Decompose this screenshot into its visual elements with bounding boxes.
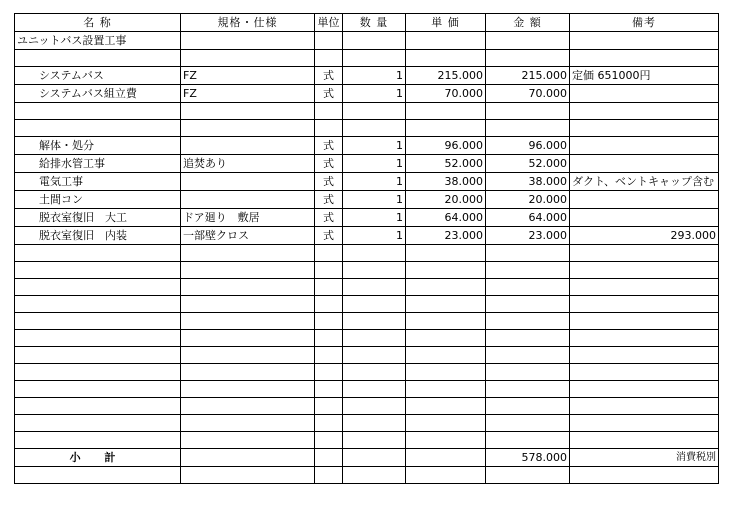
- cell-name: ユニットバス設置工事: [15, 32, 181, 50]
- cell-qty: [343, 313, 406, 330]
- cell-spec: FZ: [181, 67, 315, 85]
- table-row: [15, 137, 719, 155]
- cell-unit: 式: [315, 67, 343, 85]
- cell-note: [570, 381, 719, 398]
- cell-price: 215.000: [406, 67, 486, 85]
- cell-unit: 式: [315, 155, 343, 173]
- cell-note: [570, 262, 719, 279]
- cell-unit: [315, 245, 343, 262]
- cell-price: [406, 245, 486, 262]
- cell-note: [570, 137, 719, 155]
- cell-qty: 1: [343, 155, 406, 173]
- cell-amount: 52.000: [486, 155, 570, 173]
- cell-unit: [315, 262, 343, 279]
- table-row: [15, 50, 719, 67]
- cell-note: [570, 432, 719, 449]
- cell-spec: 一部壁クロス: [181, 227, 315, 245]
- empty-cell: [15, 467, 181, 484]
- cell-qty: [343, 262, 406, 279]
- cell-qty: [343, 50, 406, 67]
- cell-note: [570, 191, 719, 209]
- cell-price: [406, 415, 486, 432]
- cell-amount: [486, 279, 570, 296]
- table-row: [15, 245, 719, 262]
- cell-spec: ドア廻り 敷居: [181, 209, 315, 227]
- table-row: [15, 296, 719, 313]
- cell-qty: [343, 296, 406, 313]
- cell-unit: [315, 120, 343, 137]
- cell-price: 52.000: [406, 155, 486, 173]
- cell-spec: [181, 398, 315, 415]
- cell-spec: [181, 381, 315, 398]
- cell-name: [15, 347, 181, 364]
- cell-spec: [181, 137, 315, 155]
- cell-unit: [315, 381, 343, 398]
- cell-amount: 70.000: [486, 85, 570, 103]
- cell-spec: FZ: [181, 85, 315, 103]
- cell-spec: [181, 347, 315, 364]
- cell-spec: [181, 191, 315, 209]
- subtotal-label: 小 計: [15, 449, 181, 467]
- empty-cell: [486, 467, 570, 484]
- cell-name: [15, 103, 181, 120]
- cell-price: [406, 398, 486, 415]
- cell-name: [15, 381, 181, 398]
- table-row: [15, 415, 719, 432]
- cell-spec: [181, 432, 315, 449]
- cell-note: [570, 85, 719, 103]
- cell-unit: [315, 313, 343, 330]
- cell-qty: [343, 330, 406, 347]
- cell-price: [406, 262, 486, 279]
- subtotal-price: [406, 449, 486, 467]
- cell-qty: [343, 432, 406, 449]
- cell-name: [15, 279, 181, 296]
- cell-price: [406, 32, 486, 50]
- cell-unit: [315, 415, 343, 432]
- cell-name: [15, 262, 181, 279]
- cell-unit: [315, 330, 343, 347]
- cell-qty: [343, 398, 406, 415]
- cell-name: [15, 245, 181, 262]
- cell-price: [406, 103, 486, 120]
- cell-spec: [181, 415, 315, 432]
- cell-note: [570, 364, 719, 381]
- cell-amount: [486, 120, 570, 137]
- cell-amount: 23.000: [486, 227, 570, 245]
- cell-note: [570, 296, 719, 313]
- cell-name: [15, 120, 181, 137]
- cell-name: 電気工事: [15, 173, 181, 191]
- table-row: [15, 467, 719, 484]
- cell-amount: [486, 398, 570, 415]
- cell-qty: [343, 381, 406, 398]
- table-row: [15, 227, 719, 245]
- cell-unit: 式: [315, 209, 343, 227]
- header-unit: 単位: [315, 14, 343, 32]
- cell-unit: [315, 364, 343, 381]
- cell-qty: 1: [343, 173, 406, 191]
- subtotal-amount: 578.000: [486, 449, 570, 467]
- cell-spec: [181, 245, 315, 262]
- cell-amount: 20.000: [486, 191, 570, 209]
- cell-amount: [486, 347, 570, 364]
- cell-price: [406, 364, 486, 381]
- cell-price: 38.000: [406, 173, 486, 191]
- cell-note: [570, 155, 719, 173]
- cell-unit: [315, 103, 343, 120]
- cell-note: [570, 398, 719, 415]
- cell-note: [570, 120, 719, 137]
- cell-unit: [315, 432, 343, 449]
- cell-note: [570, 279, 719, 296]
- cell-price: [406, 279, 486, 296]
- cell-qty: 1: [343, 137, 406, 155]
- cell-note: 定価 651000円: [570, 67, 719, 85]
- cell-amount: [486, 381, 570, 398]
- cell-price: 23.000: [406, 227, 486, 245]
- subtotal-spec: [181, 449, 315, 467]
- table-row: [15, 330, 719, 347]
- cell-spec: 追焚あり: [181, 155, 315, 173]
- cell-qty: [343, 347, 406, 364]
- cell-qty: [343, 120, 406, 137]
- cell-name: 脱衣室復旧 内装: [15, 227, 181, 245]
- subtotal-note: 消費税別: [570, 449, 719, 467]
- cell-note: [570, 209, 719, 227]
- empty-cell: [406, 467, 486, 484]
- cell-unit: 式: [315, 191, 343, 209]
- cell-unit: [315, 32, 343, 50]
- header-spec: 規格・仕様: [181, 14, 315, 32]
- cell-name: 解体・処分: [15, 137, 181, 155]
- cell-unit: [315, 296, 343, 313]
- cell-note: ダクト、ベントキャップ含む: [570, 173, 719, 191]
- cell-name: 給排水管工事: [15, 155, 181, 173]
- table-row: [15, 67, 719, 85]
- estimate-table: [14, 13, 719, 484]
- cell-spec: [181, 313, 315, 330]
- cell-unit: 式: [315, 173, 343, 191]
- cell-name: システムバス: [15, 67, 181, 85]
- cell-name: [15, 313, 181, 330]
- cell-qty: [343, 415, 406, 432]
- cell-note: 293.000: [570, 227, 719, 245]
- cell-unit: [315, 347, 343, 364]
- table-row: [15, 191, 719, 209]
- table-row: [15, 155, 719, 173]
- header-price: 単 価: [406, 14, 486, 32]
- cell-spec: [181, 50, 315, 67]
- cell-qty: 1: [343, 227, 406, 245]
- cell-amount: [486, 103, 570, 120]
- cell-name: [15, 398, 181, 415]
- cell-note: [570, 415, 719, 432]
- cell-spec: [181, 330, 315, 347]
- cell-amount: [486, 262, 570, 279]
- subtotal-qty: [343, 449, 406, 467]
- cell-qty: 1: [343, 191, 406, 209]
- cell-spec: [181, 296, 315, 313]
- cell-unit: 式: [315, 137, 343, 155]
- table-row: [15, 364, 719, 381]
- cell-amount: [486, 313, 570, 330]
- cell-amount: 96.000: [486, 137, 570, 155]
- cell-spec: [181, 364, 315, 381]
- cell-unit: 式: [315, 227, 343, 245]
- cell-name: [15, 432, 181, 449]
- subtotal-unit: [315, 449, 343, 467]
- cell-unit: 式: [315, 85, 343, 103]
- cell-name: [15, 415, 181, 432]
- cell-price: [406, 432, 486, 449]
- cell-amount: [486, 32, 570, 50]
- cell-note: [570, 347, 719, 364]
- cell-note: [570, 32, 719, 50]
- cell-price: [406, 313, 486, 330]
- cell-qty: 1: [343, 209, 406, 227]
- cell-qty: [343, 279, 406, 296]
- cell-qty: 1: [343, 85, 406, 103]
- cell-spec: [181, 120, 315, 137]
- cell-spec: [181, 103, 315, 120]
- cell-price: 20.000: [406, 191, 486, 209]
- table-row: [15, 347, 719, 364]
- cell-amount: 64.000: [486, 209, 570, 227]
- table-row: [15, 103, 719, 120]
- header-note: 備考: [570, 14, 719, 32]
- table-row: [15, 398, 719, 415]
- cell-name: [15, 50, 181, 67]
- cell-amount: [486, 296, 570, 313]
- cell-name: [15, 296, 181, 313]
- header-name: 名 称: [15, 14, 181, 32]
- empty-cell: [315, 467, 343, 484]
- table-row: [15, 381, 719, 398]
- empty-cell: [343, 467, 406, 484]
- cell-name: [15, 364, 181, 381]
- cell-note: [570, 103, 719, 120]
- cell-amount: 38.000: [486, 173, 570, 191]
- table-row: [15, 32, 719, 50]
- table-row: [15, 173, 719, 191]
- cell-name: [15, 330, 181, 347]
- cell-note: [570, 313, 719, 330]
- cell-price: [406, 120, 486, 137]
- cell-price: [406, 381, 486, 398]
- cell-name: 土間コン: [15, 191, 181, 209]
- cell-unit: [315, 279, 343, 296]
- cell-amount: [486, 245, 570, 262]
- cell-spec: [181, 173, 315, 191]
- cell-price: [406, 50, 486, 67]
- cell-qty: [343, 32, 406, 50]
- subtotal-row: [15, 449, 719, 467]
- cell-price: [406, 330, 486, 347]
- table-row: [15, 313, 719, 330]
- cell-note: [570, 245, 719, 262]
- cell-price: 64.000: [406, 209, 486, 227]
- cell-spec: [181, 262, 315, 279]
- cell-name: 脱衣室復旧 大工: [15, 209, 181, 227]
- cell-amount: [486, 415, 570, 432]
- cell-amount: [486, 432, 570, 449]
- cell-unit: [315, 398, 343, 415]
- cell-unit: [315, 50, 343, 67]
- cell-note: [570, 50, 719, 67]
- cell-note: [570, 330, 719, 347]
- table-row: [15, 262, 719, 279]
- cell-amount: [486, 364, 570, 381]
- cell-qty: 1: [343, 67, 406, 85]
- cell-name: システムバス組立費: [15, 85, 181, 103]
- cell-price: [406, 296, 486, 313]
- cell-price: 70.000: [406, 85, 486, 103]
- header-qty: 数 量: [343, 14, 406, 32]
- table-row: [15, 120, 719, 137]
- cell-price: 96.000: [406, 137, 486, 155]
- cell-qty: [343, 103, 406, 120]
- table-row: [15, 279, 719, 296]
- empty-cell: [570, 467, 719, 484]
- cell-spec: [181, 32, 315, 50]
- cell-qty: [343, 364, 406, 381]
- empty-cell: [181, 467, 315, 484]
- table-row: [15, 85, 719, 103]
- cell-spec: [181, 279, 315, 296]
- cell-amount: 215.000: [486, 67, 570, 85]
- table-row: [15, 209, 719, 227]
- cell-amount: [486, 50, 570, 67]
- table-row: [15, 432, 719, 449]
- header-amount: 金 額: [486, 14, 570, 32]
- cell-qty: [343, 245, 406, 262]
- header-row: [15, 14, 719, 32]
- cell-price: [406, 347, 486, 364]
- cell-amount: [486, 330, 570, 347]
